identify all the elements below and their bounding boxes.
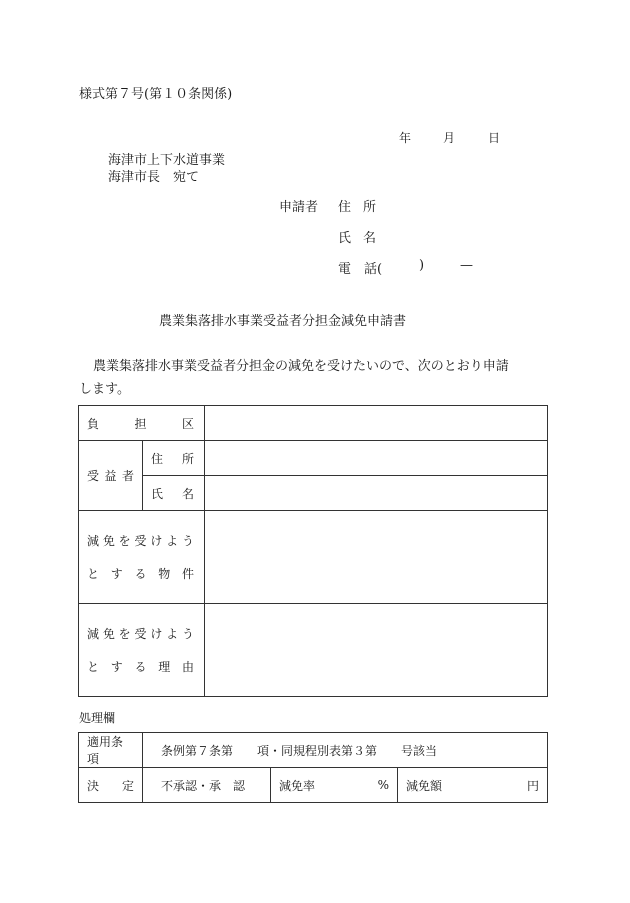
document-title: 農業集落排水事業受益者分担金減免申請書 <box>159 314 407 329</box>
burden-area-input[interactable] <box>205 406 548 441</box>
phone-paren-close: ) <box>419 258 425 273</box>
property-label-cell: 減 免 を 受 け よ う と す る 物 件 <box>79 511 205 604</box>
applicable-clause-cell[interactable]: 条例第７条第 項・同規程別表第３第 号該当 <box>143 733 548 768</box>
reduction-rate-cell[interactable]: 減免率 % <box>271 768 398 803</box>
addressee-line-2: 海津市長 宛て <box>108 170 200 185</box>
form-number: 様式第７号(第１０条関係) <box>79 87 233 102</box>
beneficiary-name-input[interactable] <box>205 476 548 511</box>
body-text-line-1: 農業集落排水事業受益者分担金の減免を受けたいので、次のとおり申請 <box>93 359 509 374</box>
date-month-label: 月 <box>443 131 456 145</box>
beneficiary-address-input[interactable] <box>205 441 548 476</box>
body-text-line-2: します。 <box>79 382 130 397</box>
application-table <box>78 405 548 697</box>
applicant-name-label: 氏 名 <box>338 231 376 246</box>
burden-area-label-cell: 負 担 区 <box>79 406 205 441</box>
applicable-clause-label: 適用条項 <box>79 733 143 768</box>
reason-label-cell: 減 免 を 受 け よ う と す る 理 由 <box>79 604 205 697</box>
phone-dash: — <box>460 258 473 273</box>
processing-label: 処理欄 <box>79 711 116 725</box>
date-year-label: 年 <box>399 131 412 145</box>
beneficiary-label-cell: 受 益 者 <box>79 441 143 511</box>
reduction-amount-cell[interactable]: 減免額 円 <box>398 768 548 803</box>
decision-options[interactable]: 不承認・承 認 <box>143 768 271 803</box>
date-day-label: 日 <box>488 131 501 145</box>
applicant-label: 申請者 <box>279 200 319 215</box>
applicant-phone-label: 電 話( <box>338 262 383 277</box>
beneficiary-address-label: 住 所 <box>143 441 205 476</box>
decision-label: 決 定 <box>79 768 143 803</box>
processing-table <box>78 732 548 803</box>
reason-input[interactable] <box>205 604 548 697</box>
applicant-address-label: 住 所 <box>338 200 376 215</box>
property-input[interactable] <box>205 511 548 604</box>
addressee-line-1: 海津市上下水道事業 <box>108 153 226 168</box>
beneficiary-name-label: 氏 名 <box>143 476 205 511</box>
